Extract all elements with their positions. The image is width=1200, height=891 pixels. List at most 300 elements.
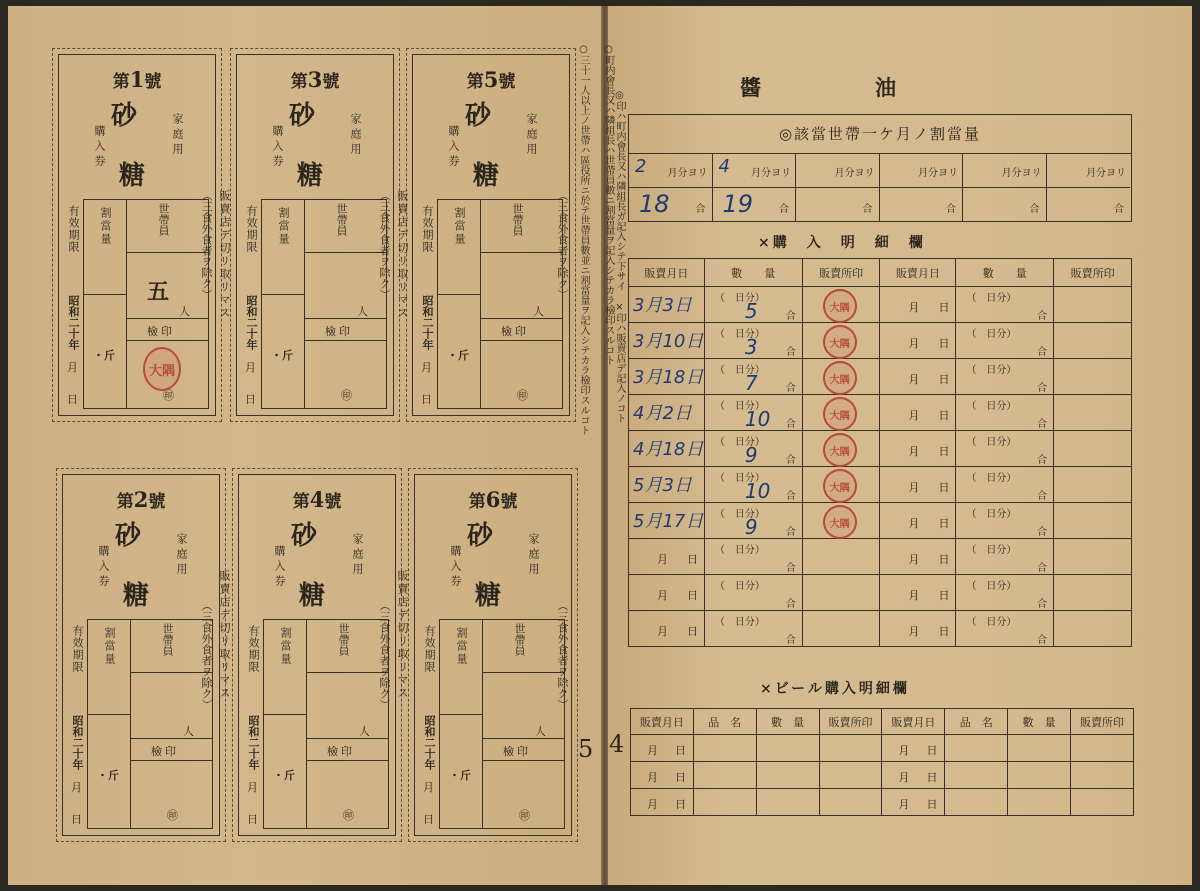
- month-label: 月: [908, 337, 920, 350]
- exclude-note: （三食外食者ヲ除ク）: [200, 600, 213, 710]
- go-unit: 合: [946, 204, 956, 215]
- coupon-item-char-2: 糖: [475, 581, 502, 611]
- month-label: 月: [908, 445, 920, 458]
- table-row: [629, 575, 1132, 611]
- people-label: 人: [179, 305, 190, 318]
- seller-stamp-cell: [802, 611, 880, 647]
- coupon-item-char-1: 砂: [467, 521, 494, 551]
- validity-date: 昭和二十年: [67, 295, 80, 350]
- members-label: 世帶員: [513, 623, 526, 656]
- seller-stamp-cell: [1054, 431, 1132, 467]
- exclude-note: （三食外食者ヲ除ク）: [378, 600, 391, 710]
- purchase-ticket-label: 購入券: [449, 545, 462, 590]
- seal-mark: ㊞: [343, 809, 354, 822]
- alloc-month-cell: [1047, 154, 1131, 188]
- members-label: 世帶員: [337, 623, 350, 656]
- column-header: 販賣月日: [880, 259, 956, 287]
- validity-date: 昭和二十年: [247, 715, 260, 770]
- quantity-cell: [704, 539, 802, 575]
- day-label: 日: [938, 301, 950, 314]
- seal-mark: ㊞: [163, 389, 174, 402]
- seller-stamp-cell: [802, 359, 880, 395]
- members-label: 世帶員: [511, 203, 524, 236]
- quantity-cell: [956, 575, 1054, 611]
- seller-stamp-cell: [802, 431, 880, 467]
- go-unit: 合: [785, 383, 796, 394]
- month-from-label: 月分ヨリ: [834, 168, 875, 179]
- seller-stamp-cell: [802, 503, 880, 539]
- kin-unit: ・斤: [271, 349, 293, 362]
- days-label: （ 日分）: [714, 581, 765, 592]
- sale-date-cell: [880, 287, 956, 323]
- quantity-cell: [956, 323, 1054, 359]
- household-use-label: 家庭用: [175, 533, 188, 578]
- go-unit: 合: [1037, 419, 1048, 430]
- go-unit: 合: [1037, 527, 1048, 538]
- month-label: 月: [898, 798, 910, 811]
- days-label: （ 日分）: [714, 509, 765, 520]
- quantity-value: 7: [744, 371, 758, 395]
- table-row: [629, 323, 1132, 359]
- day-label: 日: [675, 771, 686, 784]
- coupon-item-char-2: 糖: [297, 161, 324, 191]
- alloc-amount-cell: [796, 188, 880, 222]
- sale-date-cell: [880, 575, 956, 611]
- alloc-month-cell: [963, 154, 1047, 188]
- validity-label: 有效期限: [421, 205, 434, 253]
- quantity-cell: [756, 735, 819, 762]
- go-unit: 合: [1037, 491, 1048, 502]
- household-use-label: 家庭用: [349, 113, 362, 158]
- coupon-perforation: [52, 48, 222, 422]
- column-header: 販賣月日: [629, 259, 705, 287]
- quantity-value: 10: [744, 479, 771, 503]
- day-label: 日: [687, 589, 698, 602]
- days-label: （ 日分）: [714, 329, 765, 340]
- quantity-value: 9: [744, 515, 758, 539]
- go-unit: 合: [785, 455, 796, 466]
- table-row: [629, 395, 1132, 431]
- allocation-label: 割當量: [103, 627, 116, 666]
- household-use-label: 家庭用: [351, 533, 364, 578]
- allocation-label: 割當量: [279, 627, 292, 666]
- item-name-cell: [693, 735, 756, 762]
- table-row: [629, 287, 1132, 323]
- coupon-item-char-2: 糖: [473, 161, 500, 191]
- household-use-label: 家庭用: [171, 113, 184, 158]
- exclude-note: （三食外食者ヲ除ク）: [556, 190, 569, 300]
- table-row: [629, 611, 1132, 647]
- sale-date-cell: [631, 762, 694, 789]
- purchase-title: ×購 入 明 細 欄: [758, 235, 926, 251]
- members-label: 世帶員: [157, 203, 170, 236]
- seller-stamp: 大隅: [823, 469, 857, 503]
- sale-date-cell: [880, 431, 956, 467]
- validity-day: 日: [247, 813, 258, 826]
- sale-date-value: 4月18日: [633, 439, 704, 460]
- seller-stamp-cell: [1071, 789, 1134, 816]
- allocation-header: ◎該當世帶一ケ月ノ割當量: [629, 115, 1131, 154]
- household-use-label: 家庭用: [527, 533, 540, 578]
- month-label: 月: [908, 409, 920, 422]
- coupon-item-char-2: 糖: [119, 161, 146, 191]
- alloc-amount-value: 19: [722, 190, 754, 218]
- month-label: 月: [908, 301, 920, 314]
- validity-label: 有效期限: [71, 625, 84, 673]
- page-number-left: 5: [578, 735, 594, 763]
- sale-date-cell: [880, 395, 956, 431]
- purchase-ticket-label: 購入券: [447, 125, 460, 170]
- sale-date-cell: [629, 323, 705, 359]
- purchase-ticket-label: 購入券: [97, 545, 110, 590]
- sale-date-cell: [882, 735, 945, 762]
- kin-unit: ・斤: [273, 769, 295, 782]
- seller-stamp-cell: [802, 323, 880, 359]
- day-label: 日: [938, 445, 950, 458]
- members-label: 世帶員: [161, 623, 174, 656]
- go-unit: 合: [785, 491, 796, 502]
- validity-label: 有效期限: [423, 625, 436, 673]
- day-label: 日: [687, 553, 698, 566]
- column-header: 數 量: [756, 709, 819, 735]
- days-label: （ 日分）: [966, 365, 1017, 376]
- seller-stamp: 大隅: [823, 289, 857, 323]
- margin-note-1: ○三十一人以上ノ世帶ハ區役所ニ於テ世帶員數並ニ割當量ヲ記入シテカラ檢印スルコト: [578, 44, 589, 435]
- sale-date-value: 3月18日: [633, 367, 704, 388]
- kin-unit: ・斤: [447, 349, 469, 362]
- column-header: 販賣所印: [802, 259, 880, 287]
- coupon-item-char-2: 糖: [299, 581, 326, 611]
- allocation-label: 割當量: [277, 207, 290, 246]
- coupon-number: 第4號: [292, 487, 342, 512]
- table-row: [629, 431, 1132, 467]
- seal-mark: ㊞: [167, 809, 178, 822]
- go-unit: 合: [779, 204, 789, 215]
- sale-date-value: 5月3日: [633, 475, 692, 496]
- month-label: 月: [898, 771, 910, 784]
- sale-date-cell: [880, 467, 956, 503]
- days-label: （ 日分）: [714, 617, 765, 628]
- people-label: 人: [533, 305, 544, 318]
- validity-month: 月: [247, 781, 258, 794]
- sale-date-value: 3月10日: [633, 331, 704, 352]
- sale-date-cell: [880, 503, 956, 539]
- coupon-item-char-2: 糖: [123, 581, 150, 611]
- validity-day: 日: [423, 813, 434, 826]
- go-unit: 合: [1037, 311, 1048, 322]
- go-unit: 合: [1037, 347, 1048, 358]
- column-header: 販賣所印: [1071, 709, 1134, 735]
- quantity-value: 9: [744, 443, 758, 467]
- validity-month: 月: [423, 781, 434, 794]
- alloc-month-value: 4: [718, 156, 730, 177]
- day-label: 日: [938, 553, 950, 566]
- members-label: 世帶員: [335, 203, 348, 236]
- sale-date-cell: [629, 431, 705, 467]
- alloc-amount-cell: [1047, 188, 1131, 222]
- quantity-cell: [1008, 735, 1071, 762]
- validity-date: 昭和二十年: [245, 295, 258, 350]
- month-label: 月: [898, 744, 910, 757]
- household-use-label: 家庭用: [525, 113, 538, 158]
- column-header: 品 名: [945, 709, 1008, 735]
- purchase-ticket-label: 購入券: [271, 125, 284, 170]
- sale-date-cell: [880, 611, 956, 647]
- month-from-label: 月分ヨリ: [1001, 168, 1042, 179]
- quantity-cell: [956, 467, 1054, 503]
- coupon-number: 第1號: [112, 67, 162, 92]
- alloc-month-cell: [796, 154, 880, 188]
- table-row: [631, 735, 1134, 762]
- coupon-number: 第2號: [116, 487, 166, 512]
- days-label: （ 日分）: [714, 401, 765, 412]
- seller-stamp-cell: [1054, 287, 1132, 323]
- table-row: [629, 503, 1132, 539]
- column-header: 販賣所印: [1054, 259, 1132, 287]
- people-label: 人: [535, 725, 546, 738]
- allocation-label: 割當量: [455, 627, 468, 666]
- validity-label: 有效期限: [67, 205, 80, 253]
- table-header-row: [629, 259, 1132, 287]
- days-label: （ 日分）: [966, 473, 1017, 484]
- sale-date-cell: [629, 503, 705, 539]
- coupon-perforation: [406, 48, 576, 422]
- soy-title: 醬 油: [740, 75, 902, 100]
- quantity-cell: [956, 287, 1054, 323]
- seller-stamp-cell: [1054, 611, 1132, 647]
- seller-stamp-cell: [802, 539, 880, 575]
- item-name-cell: [945, 762, 1008, 789]
- allocation-box: [628, 114, 1132, 222]
- column-header: 販賣所印: [819, 709, 882, 735]
- month-from-label: 月分ヨリ: [918, 168, 958, 179]
- days-label: （ 日分）: [966, 329, 1017, 340]
- quantity-cell: [756, 789, 819, 816]
- seller-stamp-cell: [1071, 762, 1134, 789]
- exclude-note: （三食外食者ヲ除ク）: [556, 600, 569, 710]
- seller-stamp-cell: [1071, 735, 1134, 762]
- seller-stamp: 大隅: [823, 433, 857, 467]
- exclude-note: （三食外食者ヲ除ク）: [200, 190, 213, 300]
- quantity-cell: [756, 762, 819, 789]
- day-label: 日: [926, 798, 938, 811]
- seller-stamp-cell: [1054, 323, 1132, 359]
- month-label: 月: [657, 625, 668, 638]
- item-name-cell: [693, 789, 756, 816]
- seller-note: 販賣店デ切リ取リマス: [396, 570, 409, 700]
- quantity-value: 5: [744, 299, 758, 323]
- margin-note-2: ○町内會長又ハ隣組長ハ世帶員數ニ割當量ヲ記入シテカラ檢印スルコト: [603, 44, 614, 365]
- coupon-item-char-1: 砂: [291, 521, 318, 551]
- go-unit: 合: [1037, 563, 1048, 574]
- alloc-month-cell: [713, 154, 797, 188]
- sale-date-cell: [882, 789, 945, 816]
- go-unit: 合: [785, 527, 796, 538]
- inspection-stamp: 大隅: [143, 347, 181, 391]
- alloc-amount-cell: [713, 188, 797, 222]
- go-unit: 合: [1037, 599, 1048, 610]
- days-label: （ 日分）: [966, 437, 1017, 448]
- seller-stamp-cell: [802, 467, 880, 503]
- seller-stamp-cell: [802, 287, 880, 323]
- month-label: 月: [647, 744, 658, 757]
- go-unit: 合: [1037, 383, 1048, 394]
- people-label: 人: [183, 725, 194, 738]
- item-name-cell: [945, 789, 1008, 816]
- go-unit: 合: [1037, 455, 1048, 466]
- seal-mark: ㊞: [519, 809, 530, 822]
- table-row: [629, 467, 1132, 503]
- day-label: 日: [926, 771, 938, 784]
- validity-day: 日: [245, 393, 256, 406]
- sale-date-cell: [629, 575, 705, 611]
- month-label: 月: [657, 589, 668, 602]
- month-label: 月: [647, 771, 658, 784]
- sale-date-cell: [631, 789, 694, 816]
- exclude-note: （三食外食者ヲ除ク）: [378, 190, 391, 300]
- go-unit: 合: [862, 204, 873, 215]
- month-label: 月: [908, 625, 920, 638]
- go-unit: 合: [695, 204, 706, 215]
- go-unit: 合: [785, 419, 796, 430]
- seal-mark: ㊞: [341, 389, 352, 402]
- column-header: 數 量: [956, 259, 1054, 287]
- days-label: （ 日分）: [966, 509, 1017, 520]
- members-value: 五: [147, 279, 170, 305]
- quantity-cell: [956, 395, 1054, 431]
- kin-unit: ・斤: [93, 349, 115, 362]
- seller-stamp: 大隅: [823, 397, 857, 431]
- month-from-label: 月分ヨリ: [667, 168, 708, 179]
- allocation-label: 割當量: [453, 207, 466, 246]
- go-unit: 合: [785, 635, 796, 646]
- seller-stamp-cell: [1054, 359, 1132, 395]
- validity-label: 有效期限: [245, 205, 258, 253]
- quantity-cell: [704, 467, 802, 503]
- seller-stamp: 大隅: [823, 505, 857, 539]
- sale-date-cell: [629, 287, 705, 323]
- alloc-amount-cell: [963, 188, 1047, 222]
- beer-purchase-table: [630, 708, 1134, 816]
- purchase-ticket-label: 購入券: [93, 125, 106, 170]
- column-header: 數 量: [704, 259, 802, 287]
- quantity-cell: [956, 611, 1054, 647]
- quantity-cell: [1008, 789, 1071, 816]
- days-label: （ 日分）: [966, 581, 1017, 592]
- days-label: （ 日分）: [966, 401, 1017, 412]
- quantity-value: 3: [744, 335, 758, 359]
- table-row: [631, 789, 1134, 816]
- validity-date: 昭和二十年: [421, 295, 434, 350]
- alloc-amount-cell: [880, 188, 964, 222]
- inspection-label: 檢印: [151, 745, 179, 758]
- column-header: 販賣月日: [631, 709, 694, 735]
- purchase-ticket-label: 購入券: [273, 545, 286, 590]
- table-row: [629, 539, 1132, 575]
- seller-note: 販賣店デ切リ取リマス: [218, 190, 231, 320]
- month-label: 月: [657, 553, 668, 566]
- sale-date-cell: [631, 735, 694, 762]
- seller-stamp-cell: [1054, 575, 1132, 611]
- day-label: 日: [675, 798, 686, 811]
- allocation-label: 割當量: [99, 207, 112, 246]
- quantity-cell: [704, 287, 802, 323]
- people-label: 人: [357, 305, 368, 318]
- quantity-cell: [1008, 762, 1071, 789]
- days-label: （ 日分）: [966, 293, 1017, 304]
- inspection-label: 檢印: [503, 745, 531, 758]
- page-number-right: 4: [609, 730, 625, 758]
- sale-date-value: 5月17日: [633, 511, 704, 532]
- inspection-label: 檢印: [325, 325, 353, 338]
- margin-note-3: ◎印ハ町内會長又ハ隣組長ガ記入シテ下サイ ×印ハ販賣店デ記入ノコト: [614, 90, 625, 423]
- day-label: 日: [687, 625, 698, 638]
- month-label: 月: [908, 373, 920, 386]
- seller-stamp-cell: [802, 575, 880, 611]
- quantity-cell: [956, 431, 1054, 467]
- quantity-cell: [956, 539, 1054, 575]
- seller-stamp-cell: [819, 789, 882, 816]
- table-row: [631, 762, 1134, 789]
- go-unit: 合: [785, 563, 796, 574]
- day-label: 日: [938, 481, 950, 494]
- coupon-number: 第5號: [466, 67, 516, 92]
- day-label: 日: [926, 744, 938, 757]
- month-label: 月: [908, 553, 920, 566]
- people-label: 人: [359, 725, 370, 738]
- column-header: 數 量: [1008, 709, 1071, 735]
- seller-note: 販賣店デ切リ取リマス: [396, 190, 409, 320]
- kin-unit: ・斤: [97, 769, 119, 782]
- seal-mark: ㊞: [517, 389, 528, 402]
- month-label: 月: [647, 798, 658, 811]
- quantity-cell: [704, 575, 802, 611]
- quantity-cell: [956, 359, 1054, 395]
- alloc-month-cell: [629, 154, 713, 188]
- sale-date-cell: [629, 395, 705, 431]
- go-unit: 合: [1037, 635, 1048, 646]
- validity-month: 月: [67, 361, 78, 374]
- validity-month: 月: [71, 781, 82, 794]
- seller-stamp-cell: [1054, 539, 1132, 575]
- validity-label: 有效期限: [247, 625, 260, 673]
- seller-stamp-cell: [1054, 467, 1132, 503]
- seller-stamp: 大隅: [823, 361, 857, 395]
- quantity-cell: [956, 503, 1054, 539]
- kin-unit: ・斤: [449, 769, 471, 782]
- alloc-month-cell: [880, 154, 964, 188]
- days-label: （ 日分）: [966, 617, 1017, 628]
- validity-month: 月: [421, 361, 432, 374]
- quantity-cell: [704, 359, 802, 395]
- table-row: [629, 359, 1132, 395]
- day-label: 日: [938, 589, 950, 602]
- sale-date-value: 4月2日: [633, 403, 692, 424]
- days-label: （ 日分）: [714, 545, 765, 556]
- quantity-cell: [704, 431, 802, 467]
- sale-date-cell: [880, 323, 956, 359]
- inspection-label: 檢印: [327, 745, 355, 758]
- coupon-item-char-1: 砂: [115, 521, 142, 551]
- sale-date-cell: [880, 359, 956, 395]
- seller-stamp: 大隅: [823, 325, 857, 359]
- seller-stamp-cell: [802, 395, 880, 431]
- seller-stamp-cell: [819, 735, 882, 762]
- coupon-item-char-1: 砂: [465, 101, 492, 131]
- quantity-cell: [704, 503, 802, 539]
- coupon-item-char-1: 砂: [289, 101, 316, 131]
- sale-date-cell: [629, 359, 705, 395]
